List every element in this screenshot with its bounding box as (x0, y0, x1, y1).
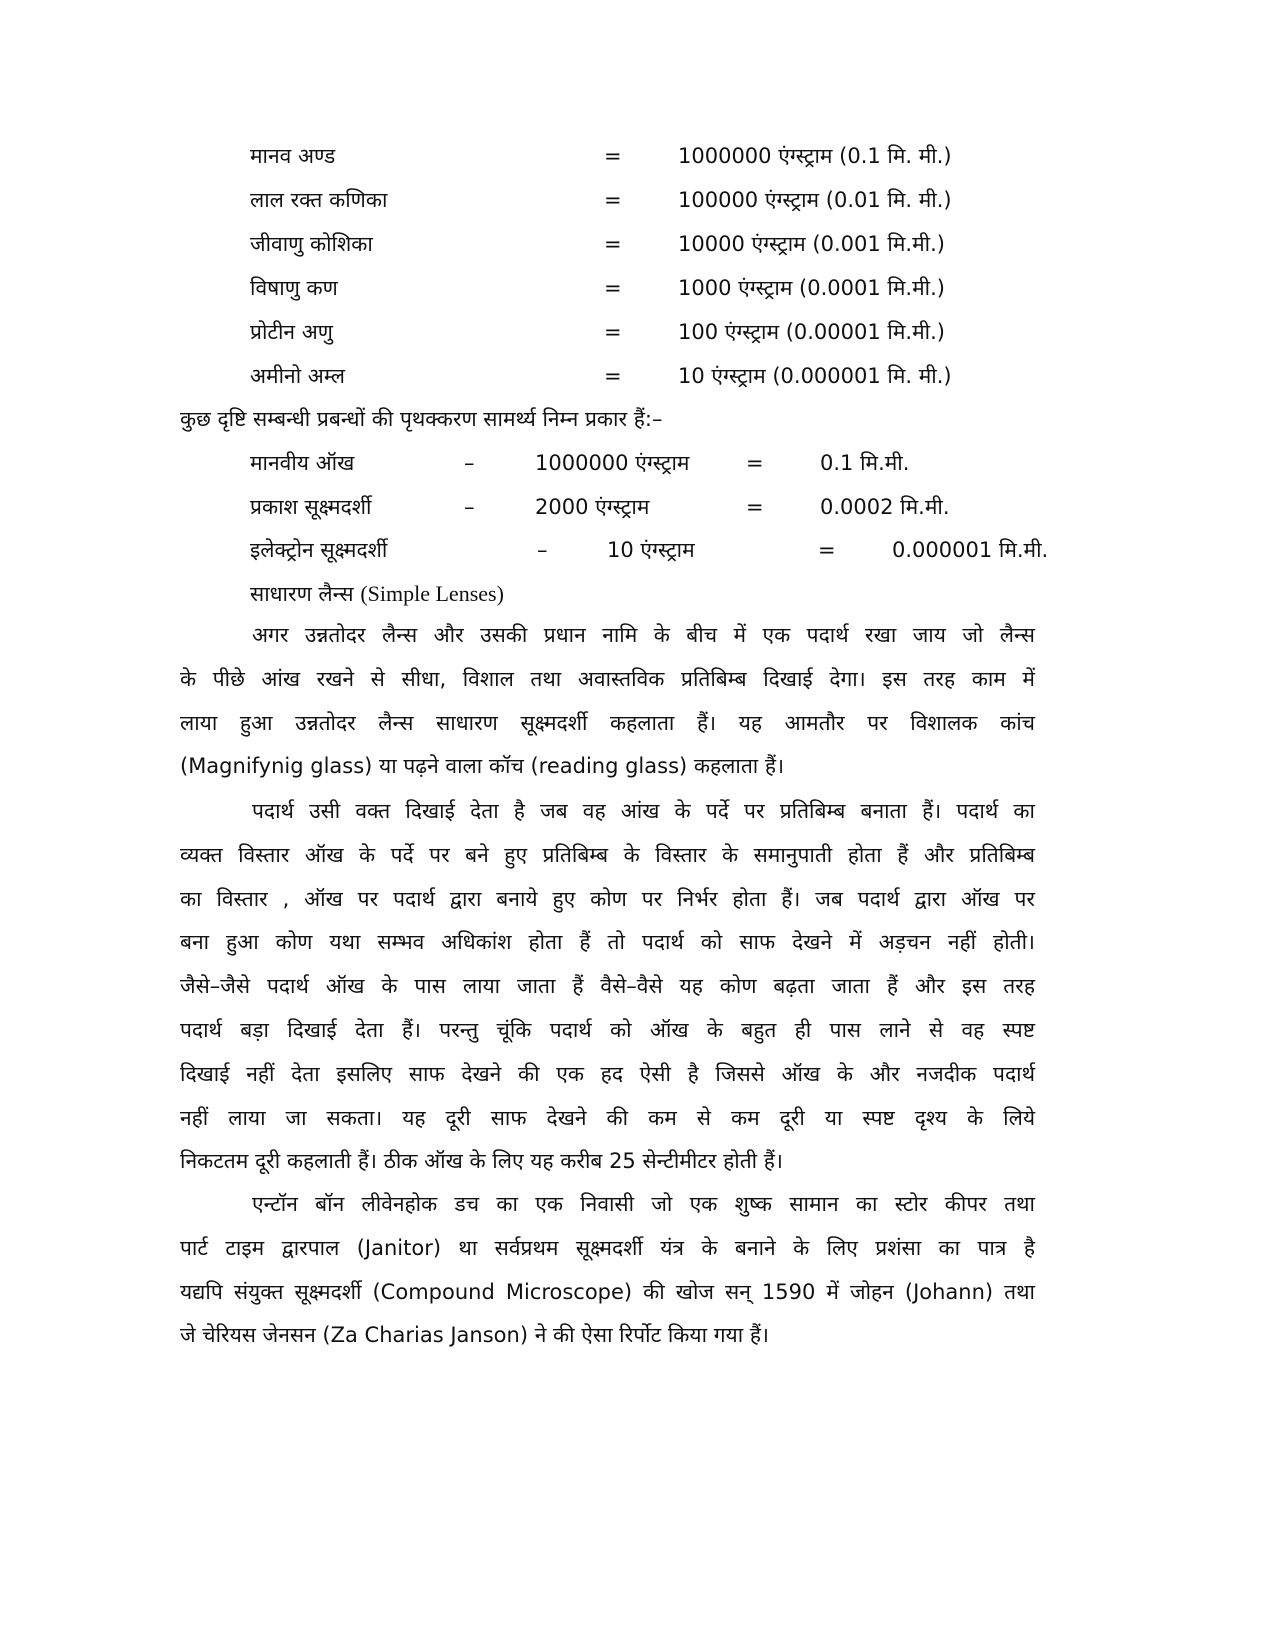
equals-sign: = (818, 538, 836, 562)
paragraph-simple-lens (180, 614, 1035, 789)
angstrom-value: 2000 एंग्स्ट्राम (535, 495, 650, 519)
paragraph-line: एन्टॉन बॉन लीवेनहोक डच का एक निवासी जो एक शुष्क सामान का स्टोर कीपर तथा (252, 1192, 1035, 1216)
dash-sign: – (464, 451, 475, 475)
section-heading-english: (Simple Lenses) (360, 581, 504, 606)
angstrom-value: 10 एंग्स्ट्राम (607, 538, 695, 562)
size-value: 1000000 एंग्स्ट्राम (0.1 मि. मी.) (678, 144, 952, 168)
instrument-label: इलेक्ट्रोन सूक्ष्मदर्शी (250, 538, 388, 562)
size-label: लाल रक्त कणिका (250, 188, 388, 212)
equals-sign: = (604, 276, 622, 300)
paragraph-line: यद्यपि संयुक्त सूक्ष्मदर्शी (Compound Microscope) की खोज सन् 1590 में जोहन (Johann) तथा (180, 1279, 1035, 1304)
section-heading-hindi: साधारण लैन्स (250, 582, 354, 606)
paragraph-line: के पीछे आंख रखने से सीधा, विशाल तथा अवास्तविक प्रतिबिम्ब दिखाई देगा। इस तरह काम में (180, 666, 1035, 691)
paragraph-line: व्यक्त विस्तार ऑख के पर्दे पर बने हुए प्रतिबिम्ब के विस्तार के समानुपाती होता हैं और प्रतिबिम्ब (180, 842, 1035, 867)
mm-value: 0.000001 मि.मी. (892, 538, 1049, 562)
size-label: प्रोटीन अणु (250, 320, 333, 344)
section-heading (250, 579, 504, 609)
paragraph-line: निकटतम दूरी कहलाती हैं। ठीक ऑख के लिए यह करीब 25 सेन्टीमीटर होती हैं। (180, 1149, 783, 1174)
paragraph-line: लाया हुआ उन्नतोदर लैन्स साधारण सूक्ष्मदर्शी कहलाता हैं। यह आमतौर पर विशालक कांच (180, 710, 1035, 735)
paragraph-line: (Magnifynig glass) या पढ़ने वाला कॉच (reading glass) कहलाता हैं। (180, 754, 785, 779)
equals-sign: = (604, 144, 622, 168)
paragraph-line: बना हुआ कोण यथा सम्भव अधिकांश होता हैं तो पदार्थ को साफ देखने में अड़चन नहीं होती। (180, 930, 1035, 955)
paragraph-line: पार्ट टाइम द्वारपाल (Janitor) था सर्वप्रथम सूक्ष्मदर्शी यंत्र के बनाने के लिए प्रशंसा का पात्र है (180, 1235, 1035, 1260)
equals-sign: = (604, 320, 622, 344)
angstrom-value: 1000000 एंग्स्ट्राम (535, 451, 690, 475)
paragraph-line: का विस्तार , ऑख पर पदार्थ द्वारा बनाये हुए कोण पर निर्भर होता हैं। जब पदार्थ द्वारा ऑख पर (180, 886, 1035, 911)
size-value: 100000 एंग्स्ट्राम (0.01 मि. मी.) (678, 188, 952, 212)
equals-sign: = (746, 495, 764, 519)
size-label: जीवाणु कोशिका (250, 232, 373, 256)
mm-value: 0.0002 मि.मी. (820, 495, 950, 519)
paragraph-leeuwenhoek (180, 1183, 1035, 1358)
dash-sign: – (464, 495, 475, 519)
size-value: 100 एंग्स्ट्राम (0.00001 मि.मी.) (678, 320, 945, 344)
instrument-label: मानवीय ऑख (250, 451, 355, 475)
size-label: विषाणु कण (250, 276, 338, 300)
paragraph-line: पदार्थ बड़ा दिखाई देता हैं। परन्तु चूंकि पदार्थ को ऑख के बहुत ही पास लाने से वह स्पष्ट (180, 1017, 1035, 1042)
mm-value: 0.1 मि.मी. (820, 451, 910, 475)
size-label: मानव अण्ड (250, 144, 336, 168)
paragraph-line: नहीं लाया जा सकता। यह दूरी साफ देखने की कम से कम दूरी या स्पष्ट दृश्य के लिये (180, 1105, 1035, 1130)
paragraph-line: जैसे–जैसे पदार्थ ऑख के पास लाया जाता हैं वैसे–वैसे यह कोण बढ़ता जाता हैं और इस तरह (180, 974, 1035, 999)
equals-sign: = (604, 232, 622, 256)
instrument-label: प्रकाश सूक्ष्मदर्शी (250, 495, 372, 519)
paragraph-line: पदार्थ उसी वक्त दिखाई देता है जब वह आंख के पर्दे पर प्रतिबिम्ब बनाता हैं। पदार्थ का (252, 799, 1035, 823)
resolution-intro: कुछ दृष्टि सम्बन्धी प्रबन्धों की पृथक्करण सामर्थ्य निम्न प्रकार हैं:– (180, 407, 663, 431)
size-value: 10 एंग्स्ट्राम (0.000001 मि. मी.) (678, 364, 952, 388)
size-label: अमीनो अम्ल (250, 364, 346, 388)
size-value: 10000 एंग्स्ट्राम (0.001 मि.मी.) (678, 232, 945, 256)
dash-sign: – (537, 538, 548, 562)
paragraph-line: दिखाई नहीं देता इसलिए साफ देखने की एक हद ऐसी है जिससे ऑख के और नजदीक पदार्थ (180, 1061, 1035, 1086)
paragraph-line: जे चेरियस जेनसन (Za Charias Janson) ने की ऐसा रिर्पोट किया गया हैं। (180, 1323, 769, 1348)
paragraph-image-formation (180, 790, 1035, 1184)
size-value: 1000 एंग्स्ट्राम (0.0001 मि.मी.) (678, 276, 945, 300)
equals-sign: = (746, 451, 764, 475)
equals-sign: = (604, 188, 622, 212)
paragraph-line: अगर उन्नतोदर लैन्स और उसकी प्रधान नामि के बीच में एक पदार्थ रखा जाय जो लैन्स (252, 623, 1035, 647)
equals-sign: = (604, 364, 622, 388)
